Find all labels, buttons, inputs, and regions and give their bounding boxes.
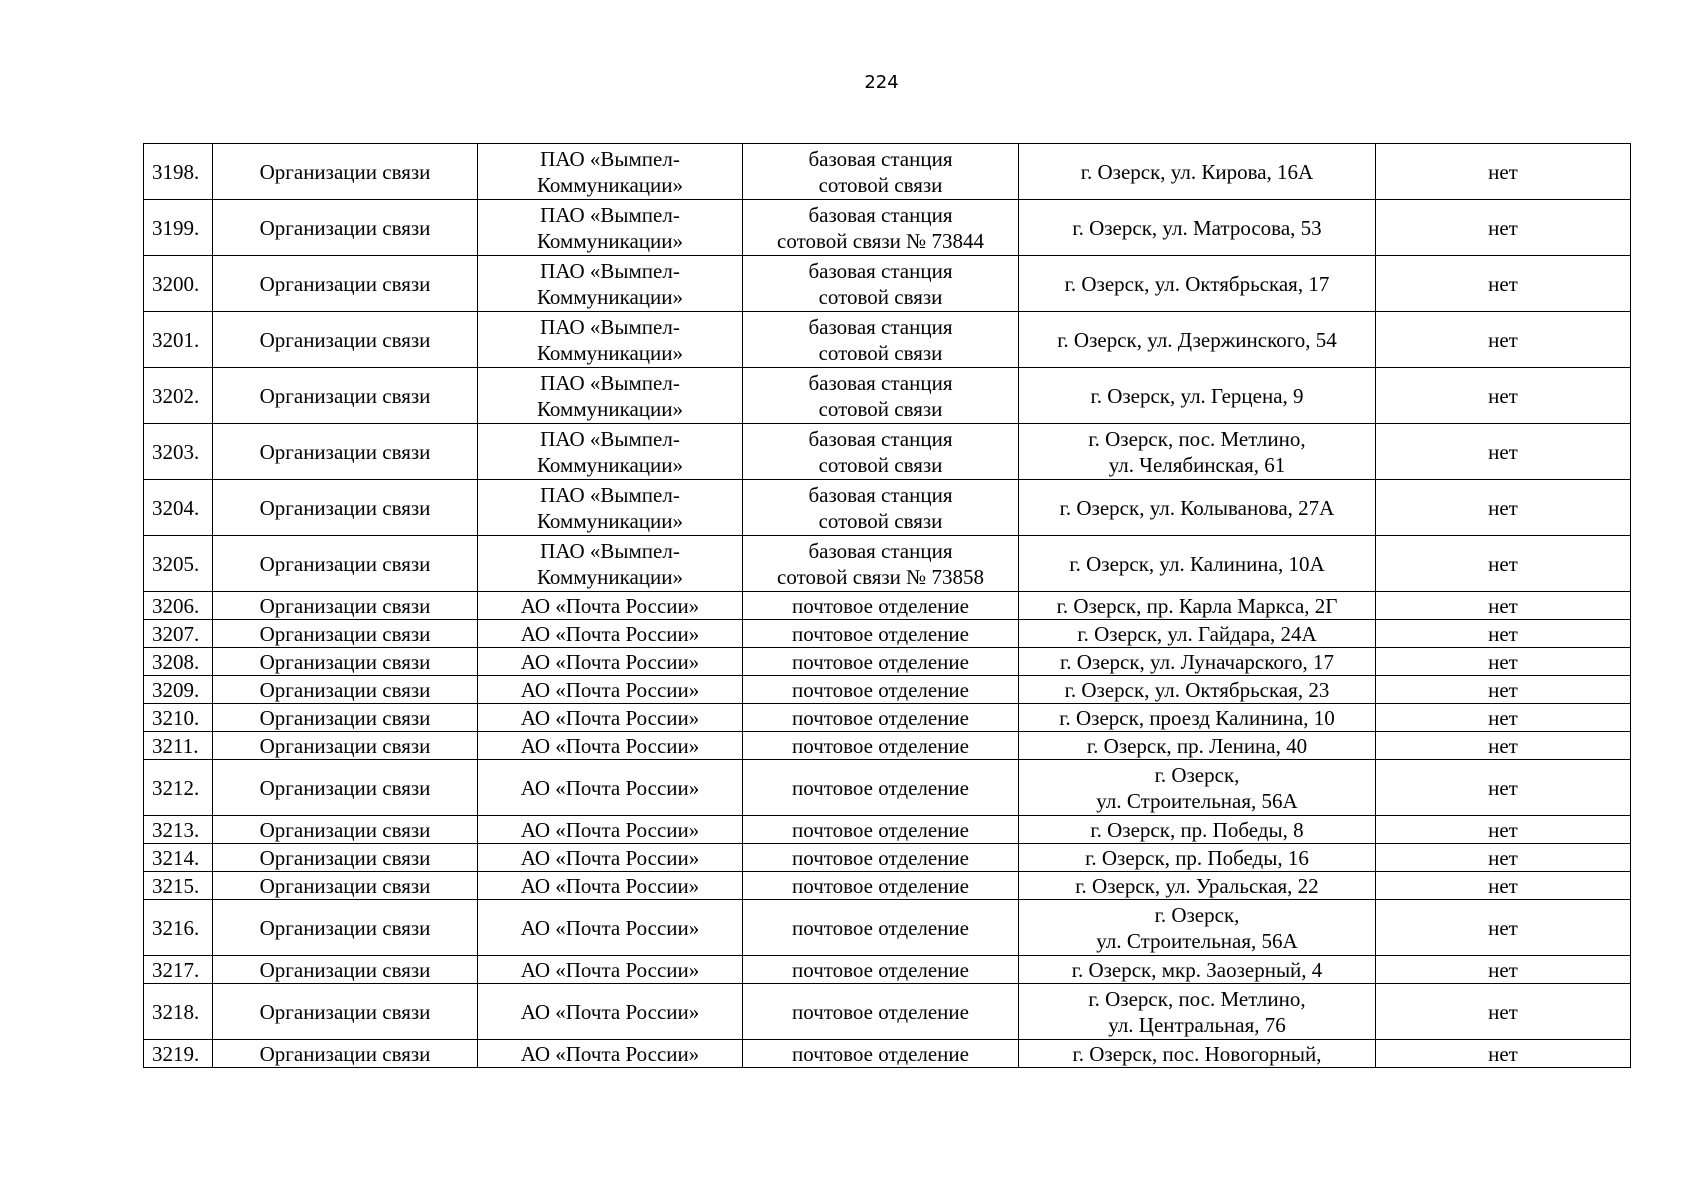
- category-cell: Организации связи: [213, 592, 478, 620]
- address-cell: г. Озерск, ул. Калинина, 10А: [1019, 536, 1376, 592]
- category-cell: Организации связи: [213, 620, 478, 648]
- category-cell: Организации связи: [213, 200, 478, 256]
- category-cell: Организации связи: [213, 816, 478, 844]
- row-number: 3209.: [144, 676, 213, 704]
- table-row: [144, 424, 1631, 480]
- table-row: [144, 620, 1631, 648]
- row-number: 3210.: [144, 704, 213, 732]
- table-row: [144, 536, 1631, 592]
- object-type-cell: почтовое отделение: [743, 648, 1019, 676]
- row-number: 3213.: [144, 816, 213, 844]
- address-cell: г. Озерск, ул. Луначарского, 17: [1019, 648, 1376, 676]
- organization-cell: ПАО «Вымпел- Коммуникации»: [478, 200, 743, 256]
- table-row: [144, 200, 1631, 256]
- address-cell: г. Озерск, пр. Победы, 8: [1019, 816, 1376, 844]
- object-type-cell: почтовое отделение: [743, 816, 1019, 844]
- address-cell: г. Озерск, ул. Кирова, 16А: [1019, 144, 1376, 200]
- object-type-cell: базовая станция сотовой связи: [743, 144, 1019, 200]
- row-number: 3199.: [144, 200, 213, 256]
- row-number: 3206.: [144, 592, 213, 620]
- value-cell: нет: [1376, 256, 1631, 312]
- object-type-cell: почтовое отделение: [743, 984, 1019, 1040]
- value-cell: нет: [1376, 480, 1631, 536]
- value-cell: нет: [1376, 900, 1631, 956]
- table-row: [144, 732, 1631, 760]
- category-cell: Организации связи: [213, 536, 478, 592]
- table-row: [144, 592, 1631, 620]
- category-cell: Организации связи: [213, 368, 478, 424]
- organization-cell: АО «Почта России»: [478, 620, 743, 648]
- value-cell: нет: [1376, 592, 1631, 620]
- value-cell: нет: [1376, 872, 1631, 900]
- category-cell: Организации связи: [213, 900, 478, 956]
- object-type-cell: базовая станция сотовой связи: [743, 480, 1019, 536]
- category-cell: Организации связи: [213, 732, 478, 760]
- address-cell: г. Озерск, ул. Дзержинского, 54: [1019, 312, 1376, 368]
- table-row: [144, 956, 1631, 984]
- organization-cell: АО «Почта России»: [478, 872, 743, 900]
- value-cell: нет: [1376, 816, 1631, 844]
- category-cell: Организации связи: [213, 760, 478, 816]
- address-cell: г. Озерск, ул. Строительная, 56А: [1019, 900, 1376, 956]
- table-row: [144, 312, 1631, 368]
- category-cell: Организации связи: [213, 704, 478, 732]
- object-type-cell: почтовое отделение: [743, 592, 1019, 620]
- object-type-cell: почтовое отделение: [743, 872, 1019, 900]
- address-cell: г. Озерск, пос. Метлино, ул. Челябинская, 61: [1019, 424, 1376, 480]
- object-type-cell: базовая станция сотовой связи № 73858: [743, 536, 1019, 592]
- row-number: 3218.: [144, 984, 213, 1040]
- category-cell: Организации связи: [213, 424, 478, 480]
- row-number: 3203.: [144, 424, 213, 480]
- row-number: 3202.: [144, 368, 213, 424]
- row-number: 3198.: [144, 144, 213, 200]
- organization-cell: АО «Почта России»: [478, 676, 743, 704]
- row-number: 3208.: [144, 648, 213, 676]
- table-row: [144, 676, 1631, 704]
- organization-cell: ПАО «Вымпел- Коммуникации»: [478, 536, 743, 592]
- value-cell: нет: [1376, 732, 1631, 760]
- object-type-cell: почтовое отделение: [743, 704, 1019, 732]
- row-number: 3205.: [144, 536, 213, 592]
- object-type-cell: почтовое отделение: [743, 956, 1019, 984]
- row-number: 3200.: [144, 256, 213, 312]
- object-type-cell: базовая станция сотовой связи: [743, 424, 1019, 480]
- organization-cell: АО «Почта России»: [478, 816, 743, 844]
- category-cell: Организации связи: [213, 956, 478, 984]
- address-cell: г. Озерск, пр. Ленина, 40: [1019, 732, 1376, 760]
- object-type-cell: почтовое отделение: [743, 1040, 1019, 1068]
- table-row: [144, 984, 1631, 1040]
- category-cell: Организации связи: [213, 1040, 478, 1068]
- organization-cell: ПАО «Вымпел- Коммуникации»: [478, 256, 743, 312]
- object-type-cell: почтовое отделение: [743, 844, 1019, 872]
- organization-cell: АО «Почта России»: [478, 984, 743, 1040]
- row-number: 3219.: [144, 1040, 213, 1068]
- object-type-cell: почтовое отделение: [743, 760, 1019, 816]
- address-cell: г. Озерск, ул. Гайдара, 24А: [1019, 620, 1376, 648]
- object-type-cell: базовая станция сотовой связи № 73844: [743, 200, 1019, 256]
- organization-cell: ПАО «Вымпел- Коммуникации»: [478, 424, 743, 480]
- row-number: 3204.: [144, 480, 213, 536]
- category-cell: Организации связи: [213, 256, 478, 312]
- row-number: 3216.: [144, 900, 213, 956]
- table-row: [144, 760, 1631, 816]
- address-cell: г. Озерск, ул. Матросова, 53: [1019, 200, 1376, 256]
- organization-cell: ПАО «Вымпел- Коммуникации»: [478, 480, 743, 536]
- registry-table: [143, 143, 1631, 1068]
- object-type-cell: базовая станция сотовой связи: [743, 312, 1019, 368]
- table-row: [144, 1040, 1631, 1068]
- table-row: [144, 704, 1631, 732]
- value-cell: нет: [1376, 312, 1631, 368]
- organization-cell: АО «Почта России»: [478, 592, 743, 620]
- value-cell: нет: [1376, 704, 1631, 732]
- address-cell: г. Озерск, ул. Октябрьская, 17: [1019, 256, 1376, 312]
- registry-table-body: [144, 144, 1631, 1068]
- address-cell: г. Озерск, пр. Победы, 16: [1019, 844, 1376, 872]
- category-cell: Организации связи: [213, 648, 478, 676]
- address-cell: г. Озерск, ул. Колыванова, 27А: [1019, 480, 1376, 536]
- organization-cell: АО «Почта России»: [478, 1040, 743, 1068]
- table-row: [144, 900, 1631, 956]
- address-cell: г. Озерск, ул. Уральская, 22: [1019, 872, 1376, 900]
- address-cell: г. Озерск, ул. Октябрьская, 23: [1019, 676, 1376, 704]
- value-cell: нет: [1376, 760, 1631, 816]
- organization-cell: АО «Почта России»: [478, 900, 743, 956]
- address-cell: г. Озерск, проезд Калинина, 10: [1019, 704, 1376, 732]
- address-cell: г. Озерск, пос. Метлино, ул. Центральная, 76: [1019, 984, 1376, 1040]
- row-number: 3212.: [144, 760, 213, 816]
- organization-cell: АО «Почта России»: [478, 956, 743, 984]
- value-cell: нет: [1376, 200, 1631, 256]
- address-cell: г. Озерск, ул. Герцена, 9: [1019, 368, 1376, 424]
- object-type-cell: базовая станция сотовой связи: [743, 256, 1019, 312]
- table-row: [144, 816, 1631, 844]
- row-number: 3215.: [144, 872, 213, 900]
- category-cell: Организации связи: [213, 984, 478, 1040]
- object-type-cell: почтовое отделение: [743, 732, 1019, 760]
- category-cell: Организации связи: [213, 144, 478, 200]
- value-cell: нет: [1376, 536, 1631, 592]
- value-cell: нет: [1376, 844, 1631, 872]
- object-type-cell: почтовое отделение: [743, 676, 1019, 704]
- page-number: 224: [864, 72, 899, 93]
- category-cell: Организации связи: [213, 676, 478, 704]
- object-type-cell: базовая станция сотовой связи: [743, 368, 1019, 424]
- address-cell: г. Озерск, пр. Карла Маркса, 2Г: [1019, 592, 1376, 620]
- value-cell: нет: [1376, 648, 1631, 676]
- category-cell: Организации связи: [213, 872, 478, 900]
- value-cell: нет: [1376, 144, 1631, 200]
- table-row: [144, 480, 1631, 536]
- row-number: 3201.: [144, 312, 213, 368]
- row-number: 3207.: [144, 620, 213, 648]
- value-cell: нет: [1376, 620, 1631, 648]
- organization-cell: ПАО «Вымпел- Коммуникации»: [478, 144, 743, 200]
- table-row: [144, 648, 1631, 676]
- value-cell: нет: [1376, 368, 1631, 424]
- address-cell: г. Озерск, пос. Новогорный,: [1019, 1040, 1376, 1068]
- category-cell: Организации связи: [213, 480, 478, 536]
- value-cell: нет: [1376, 956, 1631, 984]
- address-cell: г. Озерск, ул. Строительная, 56А: [1019, 760, 1376, 816]
- organization-cell: АО «Почта России»: [478, 760, 743, 816]
- object-type-cell: почтовое отделение: [743, 620, 1019, 648]
- value-cell: нет: [1376, 1040, 1631, 1068]
- value-cell: нет: [1376, 984, 1631, 1040]
- organization-cell: ПАО «Вымпел- Коммуникации»: [478, 368, 743, 424]
- organization-cell: АО «Почта России»: [478, 844, 743, 872]
- category-cell: Организации связи: [213, 844, 478, 872]
- organization-cell: АО «Почта России»: [478, 732, 743, 760]
- table-row: [144, 144, 1631, 200]
- category-cell: Организации связи: [213, 312, 478, 368]
- row-number: 3217.: [144, 956, 213, 984]
- table-row: [144, 368, 1631, 424]
- address-cell: г. Озерск, мкр. Заозерный, 4: [1019, 956, 1376, 984]
- row-number: 3211.: [144, 732, 213, 760]
- organization-cell: АО «Почта России»: [478, 704, 743, 732]
- row-number: 3214.: [144, 844, 213, 872]
- table-row: [144, 872, 1631, 900]
- value-cell: нет: [1376, 676, 1631, 704]
- organization-cell: ПАО «Вымпел- Коммуникации»: [478, 312, 743, 368]
- table-row: [144, 256, 1631, 312]
- value-cell: нет: [1376, 424, 1631, 480]
- table-row: [144, 844, 1631, 872]
- object-type-cell: почтовое отделение: [743, 900, 1019, 956]
- organization-cell: АО «Почта России»: [478, 648, 743, 676]
